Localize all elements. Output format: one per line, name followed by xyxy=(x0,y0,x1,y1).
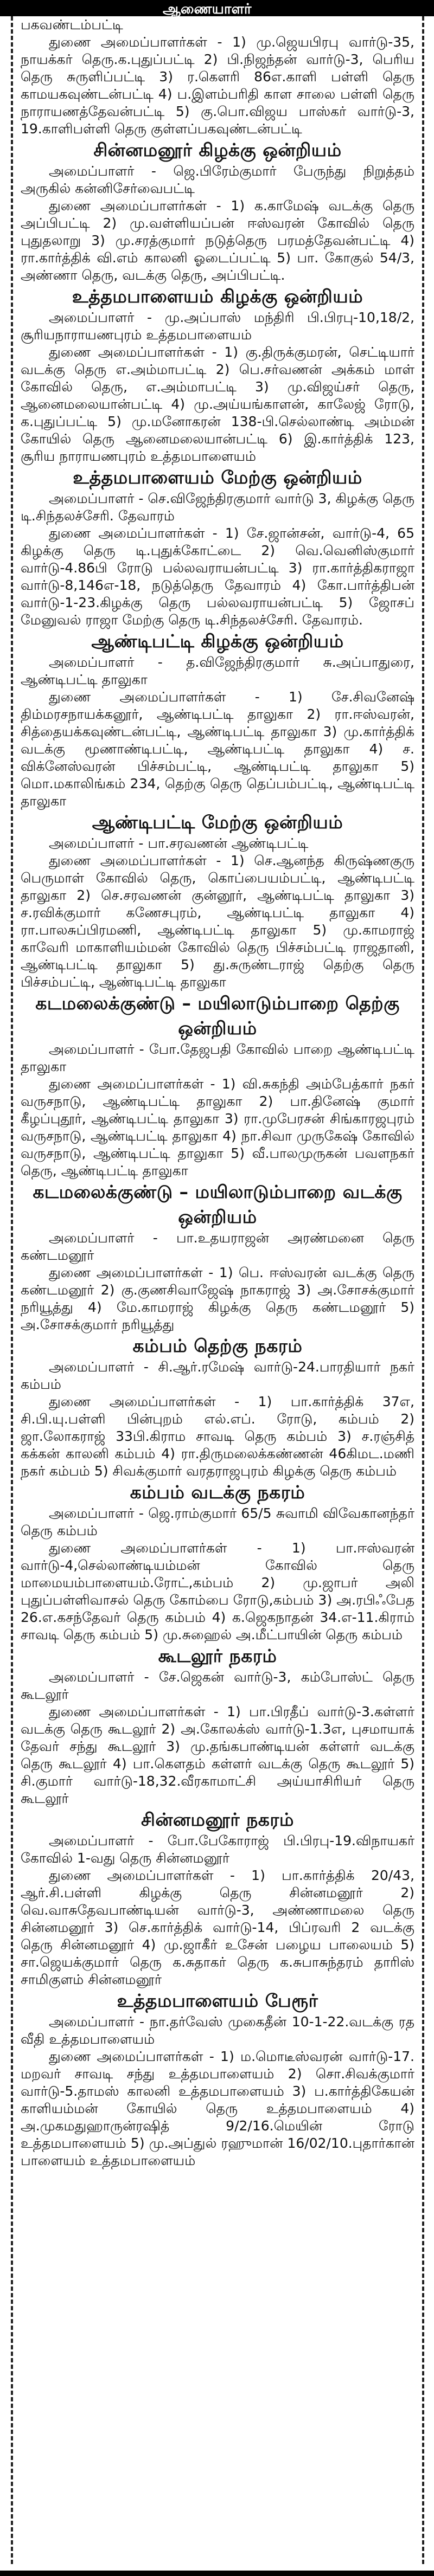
section xyxy=(21,1334,414,1480)
organizer-line: அமைப்பாளர் - பா.உதயராஜன் அரண்மனை தெரு கண்டமனூர் xyxy=(21,1230,414,1263)
section-heading: கூடலூர் நகரம் xyxy=(158,1645,277,1666)
top-black-band xyxy=(0,0,434,16)
section xyxy=(21,138,414,284)
deputy-organizers-paragraph: துணை அமைப்பாளர்கள் - 1) பா.கார்த்திக் 37எ, சி.பி.யு.பள்ளி பின்புறம் எல்.எப். ரோடு, கம்பம் 2) ஜா.லோகராஜ் 33பி.கிராம சாவடி தெரு கம்பம் 3) ச.ரஞ்சித் கக்கன் காலனி கம்பம் 4) ரா.திருமலைக்கண்ணன் 46கிமட.மணி நகர் கம்பம் 5) சிவக்குமார் வரதராஜபுரம் கிழக்கு தெரு கம்பம் xyxy=(21,1394,414,1479)
organizer-line: அமைப்பாளர் - சே.ஜெகன் வார்டு-3, கம்போஸ்ட் தெரு கூடலூர் xyxy=(21,1669,414,1702)
section-heading: கம்பம் வடக்கு நகரம் xyxy=(130,1482,305,1503)
section xyxy=(21,1988,414,2169)
deputy-organizers-paragraph: துணை அமைப்பாளர்கள் - 1) கு.திருக்குமரன், செட்டியார் வடக்கு தெரு எ.அம்மாபட்டி 2) பெ.சர்வணன் அக்கம் மாள் கோவில் தெரு, எ.அம்மாபட்டி 3) மு.விஜய்சர் தெரு, ஆனைமலையான்பட்டி 4) மு.அய்யங்காளன், காலேஜ் ரோடு, க.புதுப்பட்டி 5) மு.மனோகரன் 138-பி.செல்லாண்டி அம்மன் கோயில் தெரு ஆனைமலையான்பட்டி 6) இ.கார்த்திக் 123, சூரிய நாராயணபுரம் உத்தமபாளையம் xyxy=(21,344,414,464)
organizer-line: அமைப்பாளர் - போ.தேஜபதி கோவில் பாறை ஆண்டிபட்டி தாலுகா xyxy=(21,1041,414,1074)
section xyxy=(21,991,414,1180)
section-heading: உத்தமபாளையம் பேரூர் xyxy=(117,1990,318,2011)
deputy-organizers-paragraph: துணை அமைப்பாளர்கள் - 1) வி.சுகந்தி அம்பேத்கார் நகர் வருசநாடு, ஆண்டிபட்டி தாலுகா 2) பா.தினேஷ் குமார் கீழப்புதூர், ஆண்டிபட்டி தாலுகா 3) ரா.முபேரசன் சிங்காரஜபுரம் வருசநாடு, ஆண்டிபட்டி தாலுகா 4) நா.சிவா முருகேஷ் கோவில் வருசநாடு, ஆண்டிபட்டி தாலுகா 5) வீ.பாலமுருகன் பவளநகர் தெரு, ஆண்டிபட்டி தாலுகா xyxy=(21,1076,414,1178)
section xyxy=(21,284,414,465)
deputy-organizers-paragraph: துணை அமைப்பாளர்கள் - 1) சே.சிவனேஷ் திம்மரசநாயக்கனூர், ஆண்டிபட்டி தாலுகா 2) ரா.ஈஸ்வரன், சித்தையக்கவுண்டன்பட்டி, ஆண்டிபட்டி தாலுகா 3) மு.கார்த்திக் வடக்கு மூணாண்டிபட்டி, ஆண்டிபட்டி தாலுகா 4) ச. விக்னேஸ்வரன் பிச்சம்பட்டி, ஆண்டிபட்டி தாலுகா 5) மொ.மகாலிங்கம் 234, தெற்கு தெரு தெப்பம்பட்டி, ஆண்டிபட்டி தாலுகா xyxy=(21,689,414,809)
top-title-fragment: ஆணையாளர் xyxy=(163,1,252,17)
section xyxy=(21,1180,414,1334)
deputy-organizers-paragraph: துணை அமைப்பாளர்கள் - 1) பா.பிரதீப் வார்டு-3.கள்ளர் வடக்கு தெரு கூடலூர் 2) அ.கோலக்ஸ் வார்டு-1.3எ, புசமாயாக் தேவர் சந்து கூடலூர் 3) மு.தங்கபாண்டியன் கள்ளர் வடக்கு தெரு கூடலூர் 4) பா.கௌதம் கள்ளர் வடக்கு தெரு கூடலூர் 5) சி.குமார் வார்டு-18,32.வீரகாமாட்சி அய்யாசிரியர் தெரு கூடலூர் xyxy=(21,1704,414,1806)
organizer-line: அமைப்பாளர் - செ.விஜேந்திரகுமார் வார்டு 3, கிழக்கு தெரு டி.சிந்தலச்சேரி. தேவாரம் xyxy=(21,491,414,524)
deputy-organizers-paragraph: துணை அமைப்பாளர்கள் - 1) சே.ஜான்சன், வார்டு-4, 65 கிழக்கு தெரு டி.புதுக்கோட்டை 2) வெ.வெனிஸ்குமார் வார்டு-4.86பி ரோடு பல்லவராயன்பட்டி 3) ரா.கார்த்திகராஜா வார்டு-8,146எ-18, நடுத்தெரு தேவாரம் 4) கோ.பார்த்திபன் வார்டு-1-23.கிழக்கு தெரு பல்லவராயன்பட்டி 5) ஜோசப் மேனுவல் ராஜா மேற்கு தெரு டி.சிந்தலச்சேரி. தேவாரம். xyxy=(21,525,414,628)
deputy-organizers-paragraph: துணை அமைப்பாளர்கள் - 1) க.காமேஷ் வடக்கு தெரு அப்பிபட்டி 2) மு.வள்ளியப்பன் ஈஸ்வரன் கோவில் தெரு புதுதலாறு 3) மு.சரத்குமார் நடுத்தெரு பரமத்தேவன்பட்டி 4) ரா.கார்த்திக் வி.எம் காலனி ஓடைப்பட்டி 5) பா. கோகுல் 54/3, அண்ணா தெரு, வடக்கு தெரு, அப்பிபட்டி. xyxy=(21,198,414,283)
organizer-line: அமைப்பாளர் - போ.பேகோராஜ் பி.பிரபு-19.விநாயகர் கோவில் 1-வது தெரு சின்னமனூர் xyxy=(21,1833,414,1866)
organizer-line: அமைப்பாளர் - த.விஜேந்திரகுமார் சு.அப்பாதுரை, ஆண்டிபட்டி தாலுகா xyxy=(21,654,414,687)
deputy-organizers-paragraph: துணை அமைப்பாளர்கள் - 1) பா.ஈஸ்வரன் வார்டு-4,செல்லாண்டியம்மன் கோவில் தெரு மாமையம்பாளையம்.ரோட்,கம்பம் 2) மு.ஜாபர் அலி புதுப்பள்ளிவாசல் தெரு கோம்பை ரோடு,கம்பம் 3) அ.ரபிஃபேத 26.எ.கசந்தேவர் தெரு கம்பம் 4) க.ஜெகநாதன் 34.எ-11.கிராம் சாவடி தெரு கம்பம் 5) மு.சுஹைல் அ.மீட்பாயின் தெரு கம்பம் xyxy=(21,1540,414,1643)
deputy-organizers-paragraph: துணை அமைப்பாளர்கள் - 1) பா.கார்த்திக் 20/43, ஆர்.சி.பள்ளி கிழக்கு தெரு சின்னமனூர் 2) வெ.வாசுதேவபாண்டியன் வார்டு-3, அண்ணாமலை தெரு சின்னமனூர் 3) செ.கார்த்திக் வார்டு-14, பிப்ரவரி 2 வடக்கு தெரு சின்னமனூர் 4) மு.ஜாகீர் உசேன் பழைய பாலையம் 5) சா.ஜெயக்குமார் தெரு க.சுதாகர் தெரு க.சுபாசுந்தரம் தாரிஸ் சாமிகுளம் சின்னமனூர் xyxy=(21,1867,414,1987)
bottom-rule xyxy=(0,2571,434,2576)
organizer-line: அமைப்பாளர் - மு.அப்பாஸ் மந்திரி பி.பிரபு-10,18/2, சூரியநாராயணபுரம் உத்தமபாளையம் xyxy=(21,310,414,343)
section-heading: கடமலைக்குண்டு – மயிலாடும்பாறை தெற்கு ஒன்றியம் xyxy=(35,993,400,1039)
section xyxy=(21,1480,414,1644)
section xyxy=(21,810,414,991)
section-heading: சின்னமனூர் கிழக்கு ஒன்றியம் xyxy=(93,139,342,160)
deputy-organizers-paragraph: துணை அமைப்பாளர்கள் - 1) பெ. ஈஸ்வரன் வடக்கு தெரு கண்டமனூர் 2) கு.குணசிவாஜேஷ் நாகராஜ் 3) அ.சோசக்குமார் நரியூத்து 4) மே.காமராஜ் கிழக்கு தெரு கண்டமனூர் 5) அ.சோசக்குமார் நரியூத்து xyxy=(21,1265,414,1332)
organizer-line: அமைப்பாளர் - நா.தர்வேஸ் முகைதீன் 10-1-22.வடக்கு ரத வீதி உத்தமபாளையம் xyxy=(21,2014,414,2047)
section xyxy=(21,629,414,810)
section-heading: உத்தமபாளையம் மேற்கு ஒன்றியம் xyxy=(73,467,362,488)
intro-paragraph: துணை அமைப்பாளர்கள் - 1) மு.ஜெயபிரபு வார்டு-35, நாயக்கர் தெரு.க.புதுப்பட்டி 2) பி.நிஜந்தன் வார்டு-3, பெரிய தெரு சுருளிப்பட்டி 3) ர.கௌரி 86எ.காளி பள்ளி தெரு காமயகவுண்டன்பட்டி 4) ப.இளம்பரிதி காள சாலை பள்ளி தெரு நாராயணத்தேவன்பட்டி 5) கு.பொ.விஜய பாஸ்கர் வார்டு-3, 19.காளிபள்ளி தெரு குள்ளப்பகவுண்டன்பட்டி xyxy=(21,34,414,137)
section-heading: சின்னமனூர் நகரம் xyxy=(141,1809,294,1830)
section-heading: உத்தமபாளையம் கிழக்கு ஒன்றியம் xyxy=(72,286,363,307)
section-heading: ஆண்டிபட்டி கிழக்கு ஒன்றியம் xyxy=(91,630,344,652)
deputy-organizers-paragraph: துணை அமைப்பாளர்கள் - 1) ம.மொடீஸ்வரன் வார்டு-17. மறவர் சாவடி சந்து உத்தமபாளையம் 2) சொ.சிவக்குமார் வார்டு-5.தாமஸ் காலனி உத்தமபாளையம் 3) ப.கார்த்திகேயன் காளியம்மன் கோயில் தெரு உத்தமபாளையம் 4) அ.முகமதுஹாருன்ரஷித் 9/2/16.மெயின் ரோடு உத்தமபாளையம் 5) மு.அப்துல் ரஹுமான் 16/02/10.புதார்கான் பாளையம் உத்தமபாளையம் xyxy=(21,2049,414,2168)
section xyxy=(21,1807,414,1988)
section-heading: ஆண்டிபட்டி மேற்கு ஒன்றியம் xyxy=(92,812,343,833)
section xyxy=(21,465,414,629)
organizer-line: அமைப்பாளர் - ஜெ.ராம்குமார் 65/5 சுவாமி விவேகானந்தர் தெரு கம்பம் xyxy=(21,1505,414,1538)
section-heading: கம்பம் தெற்கு நகரம் xyxy=(132,1335,303,1356)
deputy-organizers-paragraph: துணை அமைப்பாளர்கள் - 1) செ.ஆனந்த கிருஷ்ணகுரு பெருமாள் கோவில் தெரு, கொப்பையம்பட்டி, ஆண்டிபட்டி தாலுகா 2) செ.சரவணன் குன்னூர், ஆண்டிபட்டி தாலுகா 3) ச.ரவிக்குமார் கணேசபுரம், ஆண்டிபட்டி தாலுகா 4) ரா.பாலசுப்பிரமணி, ஆண்டிபட்டி தாலுகா 5) மு.காமராஜ் காவேரி மாகாளியம்மன் கோவில் தெரு பிச்சம்பட்டி ராஜதானி, ஆண்டிபட்டி தாலுகா 5) து.சுருண்டராஜ் தெற்கு தெரு பிச்சம்பட்டி, ஆண்டிபட்டி தாலுகா xyxy=(21,853,414,990)
section-heading: கடமலைக்குண்டு – மயிலாடும்பாறை வடக்கு ஒன்றியம் xyxy=(33,1181,403,1227)
section xyxy=(21,1644,414,1807)
organizer-line: அமைப்பாளர் - பா.சரவணன் ஆண்டிபட்டி xyxy=(49,835,309,851)
article-column xyxy=(11,16,424,2564)
intro-line: பகவண்டம்பட்டி xyxy=(21,17,123,33)
organizer-line: அமைப்பாளர் - சி.ஆர்.ரமேஷ் வார்டு-24.பாரதியார் நகர் கம்பம் xyxy=(21,1359,414,1392)
organizer-line: அமைப்பாளர் - ஜெ.பிரேம்குமார் பேருந்து நிறுத்தம் அருகில் கன்னிசேர்வைபட்டி xyxy=(21,163,414,196)
